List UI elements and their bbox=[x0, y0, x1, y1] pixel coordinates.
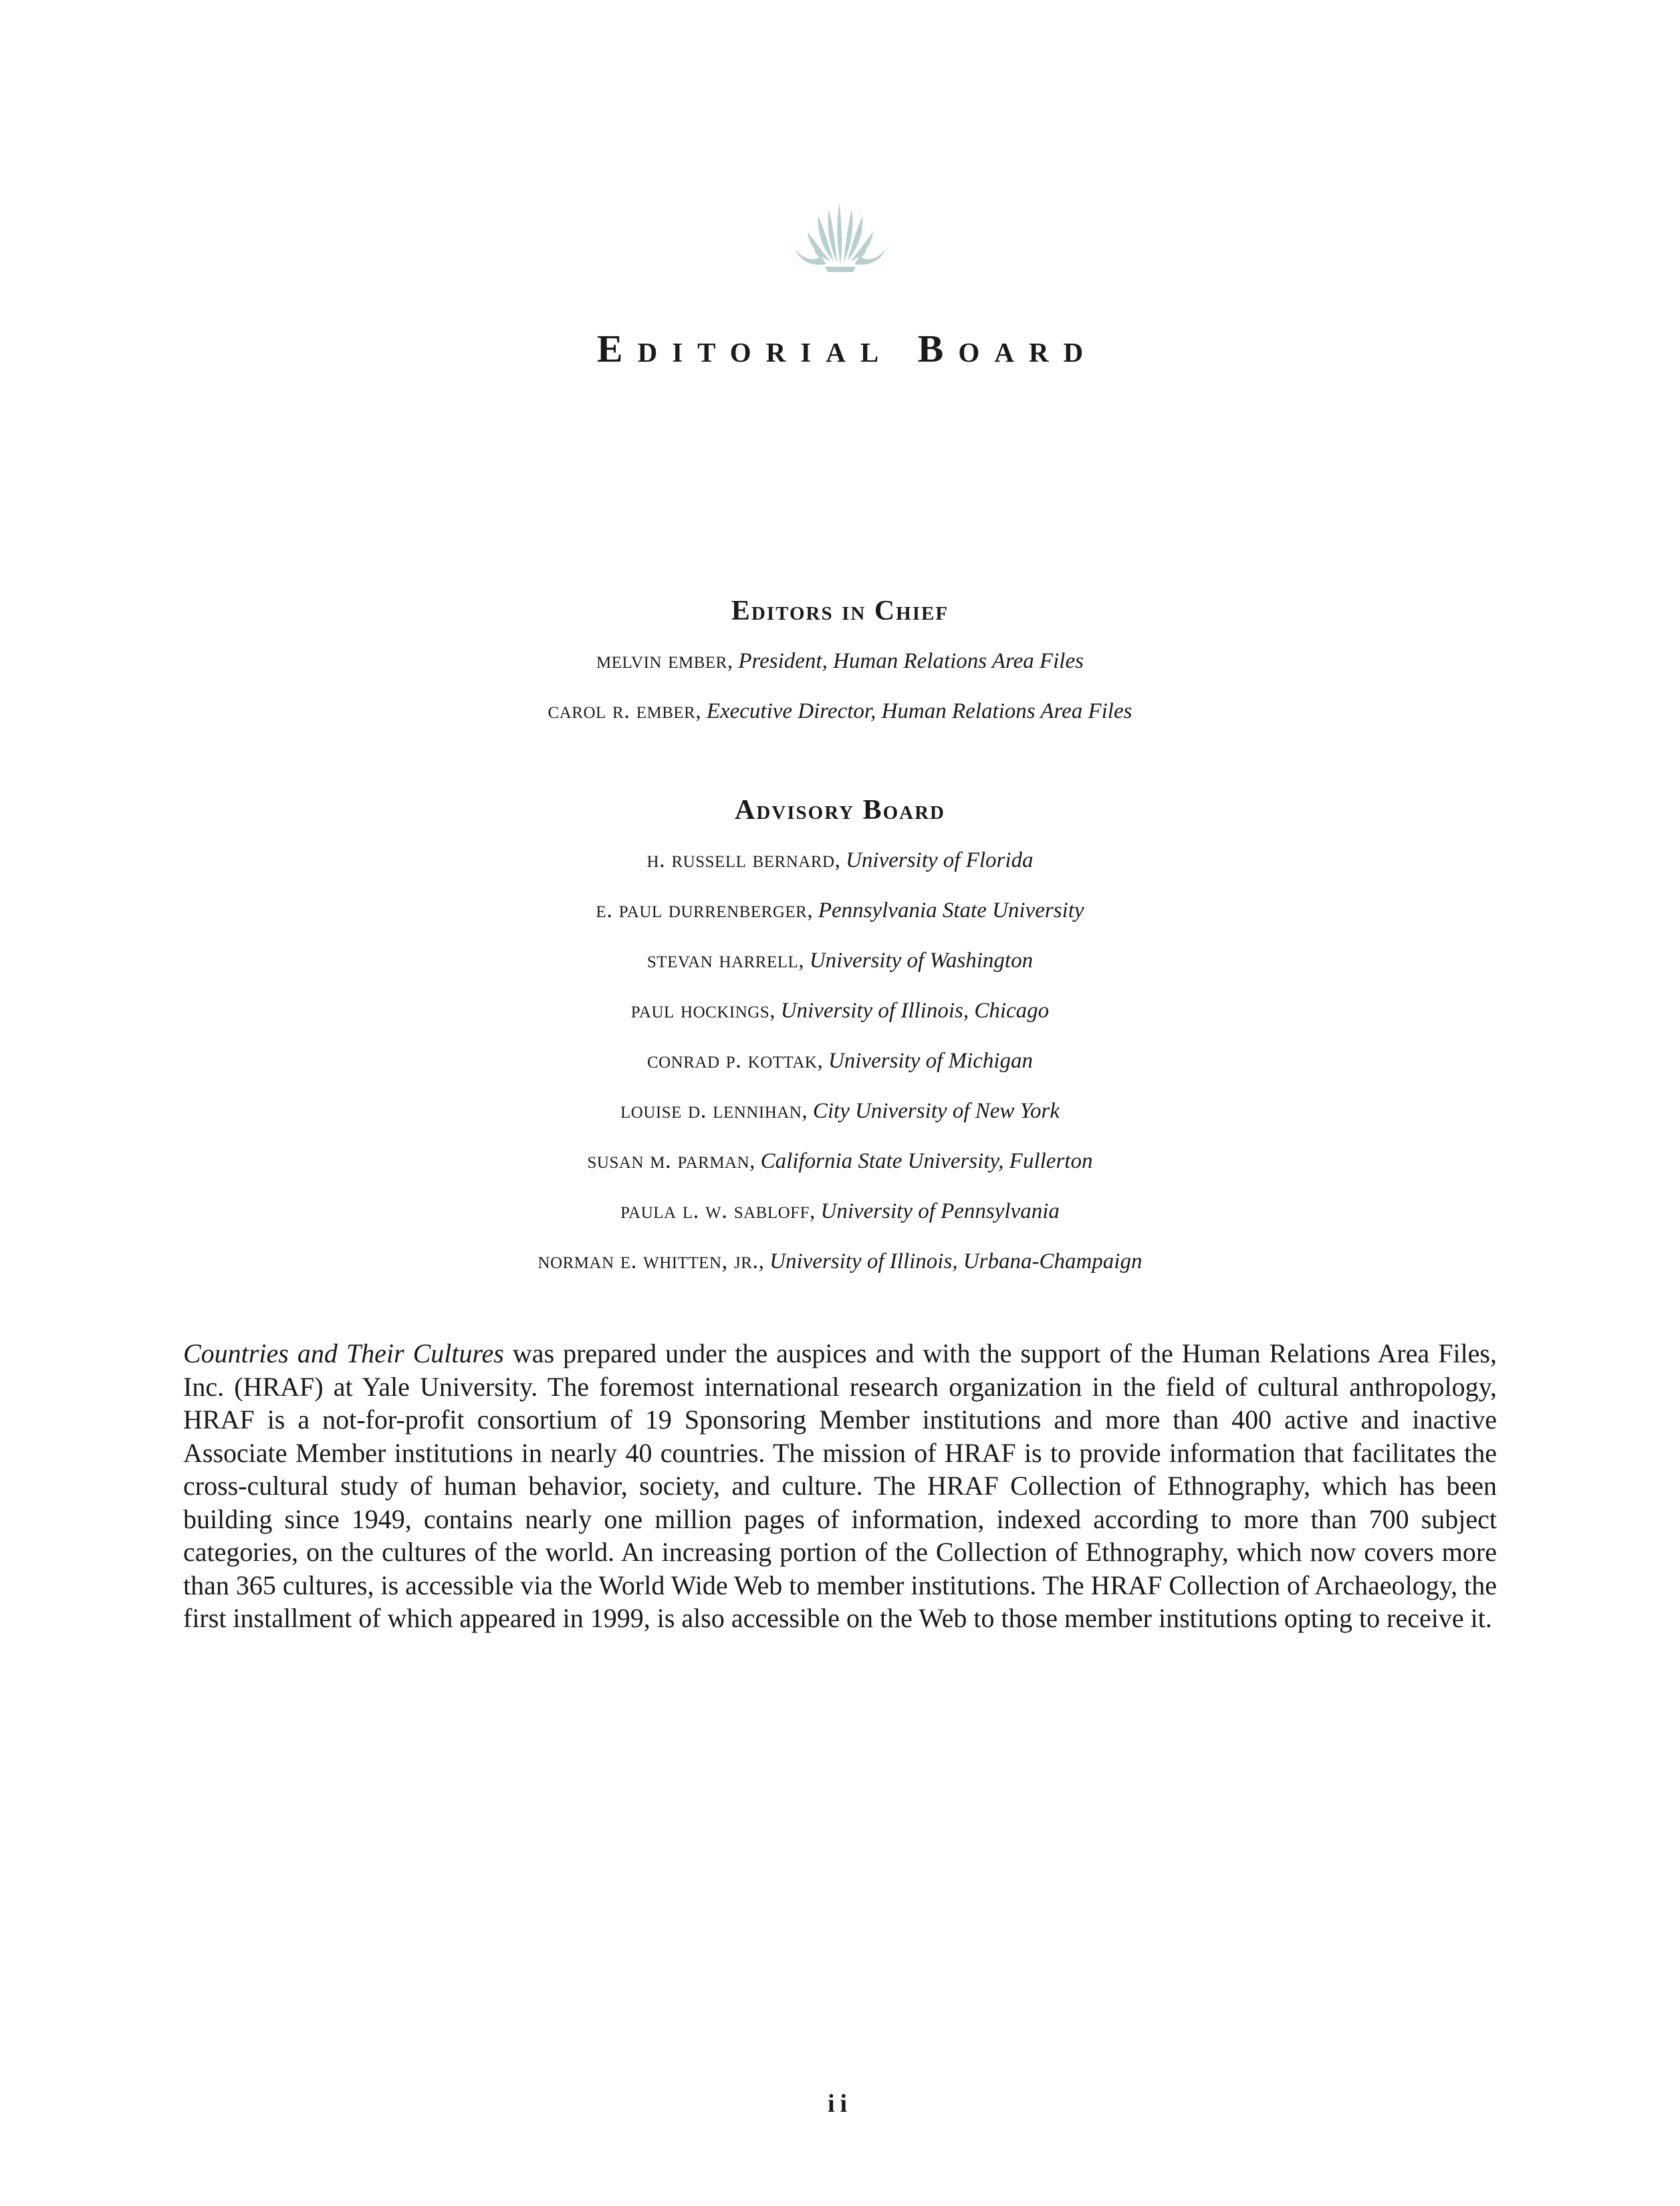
member-name: louise d. lennihan bbox=[620, 1097, 802, 1123]
member-name: paul hockings bbox=[630, 997, 770, 1023]
member-name: melvin ember bbox=[596, 647, 727, 673]
description-paragraph bbox=[183, 1337, 1497, 1635]
advisory-entry: paula l. w. sabloff, University of Pennsylvania bbox=[620, 1197, 1060, 1223]
editors-in-chief-heading: Editors in Chief bbox=[731, 596, 949, 626]
member-affiliation: University of Washington bbox=[809, 949, 1034, 973]
member-name: stevan harrell bbox=[646, 947, 799, 973]
member-affiliation: University of Illinois, Urbana-Champaign bbox=[769, 1249, 1143, 1273]
description-text: was prepared under the auspices and with the support of the Human Relations Area Files, Inc. (HRAF) at Yale University. The foremost international research organization in the field of cultural anthropology, HRAF is a not-for-profit consortium of 19 Sponsoring Member institutions and more than 400 active and inactive Associate Member institutions in nearly 40 countries. The mission of HRAF is to provide information that facilitates the cross-cultural study of human behavior, society, and culture. The HRAF Collection of Ethnography, which has been building since 1949, contains nearly one million pages of information, indexed according to more than 700 subject categories, on the cultures of the world. An increasing portion of the Collection of Ethnography, which now covers more than 365 cultures, is accessible via the World Wide Web to member institutions. The HRAF Collection of Archaeology, the first installment of which appeared in 1999, is also accessible on the Web to those member institutions opting to receive it. bbox=[183, 1338, 1497, 1633]
advisory-entry: norman e. whitten, jr., University of Illinois, Urbana-Champaign bbox=[537, 1247, 1143, 1273]
member-name: carol r. ember bbox=[548, 697, 696, 723]
member-affiliation: Pennsylvania State University bbox=[818, 898, 1084, 923]
page-title: Editorial Board bbox=[596, 327, 1098, 370]
advisory-board-heading: Advisory Board bbox=[735, 795, 945, 826]
member-affiliation: City University of New York bbox=[812, 1099, 1060, 1123]
advisory-entry: e. paul durrenberger, Pennsylvania State University bbox=[596, 896, 1084, 923]
advisory-entry: conrad p. kottak, University of Michigan bbox=[646, 1047, 1034, 1073]
member-name: conrad p. kottak bbox=[646, 1047, 818, 1073]
palmette-ornament-icon bbox=[793, 197, 888, 277]
member-affiliation: Executive Director, Human Relations Area Files bbox=[706, 699, 1132, 723]
page-number: ii bbox=[827, 2090, 853, 2118]
member-name: h. russell bernard bbox=[646, 846, 835, 872]
editor-entry: carol r. ember, Executive Director, Human Relations Area Files bbox=[548, 697, 1132, 723]
member-name: e. paul durrenberger bbox=[596, 896, 808, 923]
editor-entry: melvin ember, President, Human Relations Area Files bbox=[596, 647, 1084, 673]
member-affiliation: University of Michigan bbox=[828, 1049, 1034, 1073]
advisory-entry: susan m. parman, California State University, Fullerton bbox=[587, 1147, 1093, 1173]
advisory-entry: h. russell bernard, University of Florida bbox=[646, 846, 1034, 872]
advisory-entry: stevan harrell, University of Washington bbox=[646, 947, 1034, 973]
member-affiliation: President, Human Relations Area Files bbox=[738, 649, 1084, 673]
advisory-entry: paul hockings, University of Illinois, Chicago bbox=[630, 997, 1050, 1023]
member-name: norman e. whitten, jr. bbox=[537, 1247, 759, 1273]
member-affiliation: California State University, Fullerton bbox=[760, 1149, 1093, 1173]
member-affiliation: University of Illinois, Chicago bbox=[780, 999, 1050, 1023]
advisory-entry: louise d. lennihan, City University of New York bbox=[620, 1097, 1060, 1123]
member-name: susan m. parman bbox=[587, 1147, 750, 1173]
member-name: paula l. w. sabloff bbox=[620, 1197, 810, 1223]
member-affiliation: University of Florida bbox=[846, 848, 1034, 872]
member-affiliation: University of Pennsylvania bbox=[820, 1199, 1060, 1223]
book-title: Countries and Their Cultures bbox=[183, 1338, 504, 1368]
